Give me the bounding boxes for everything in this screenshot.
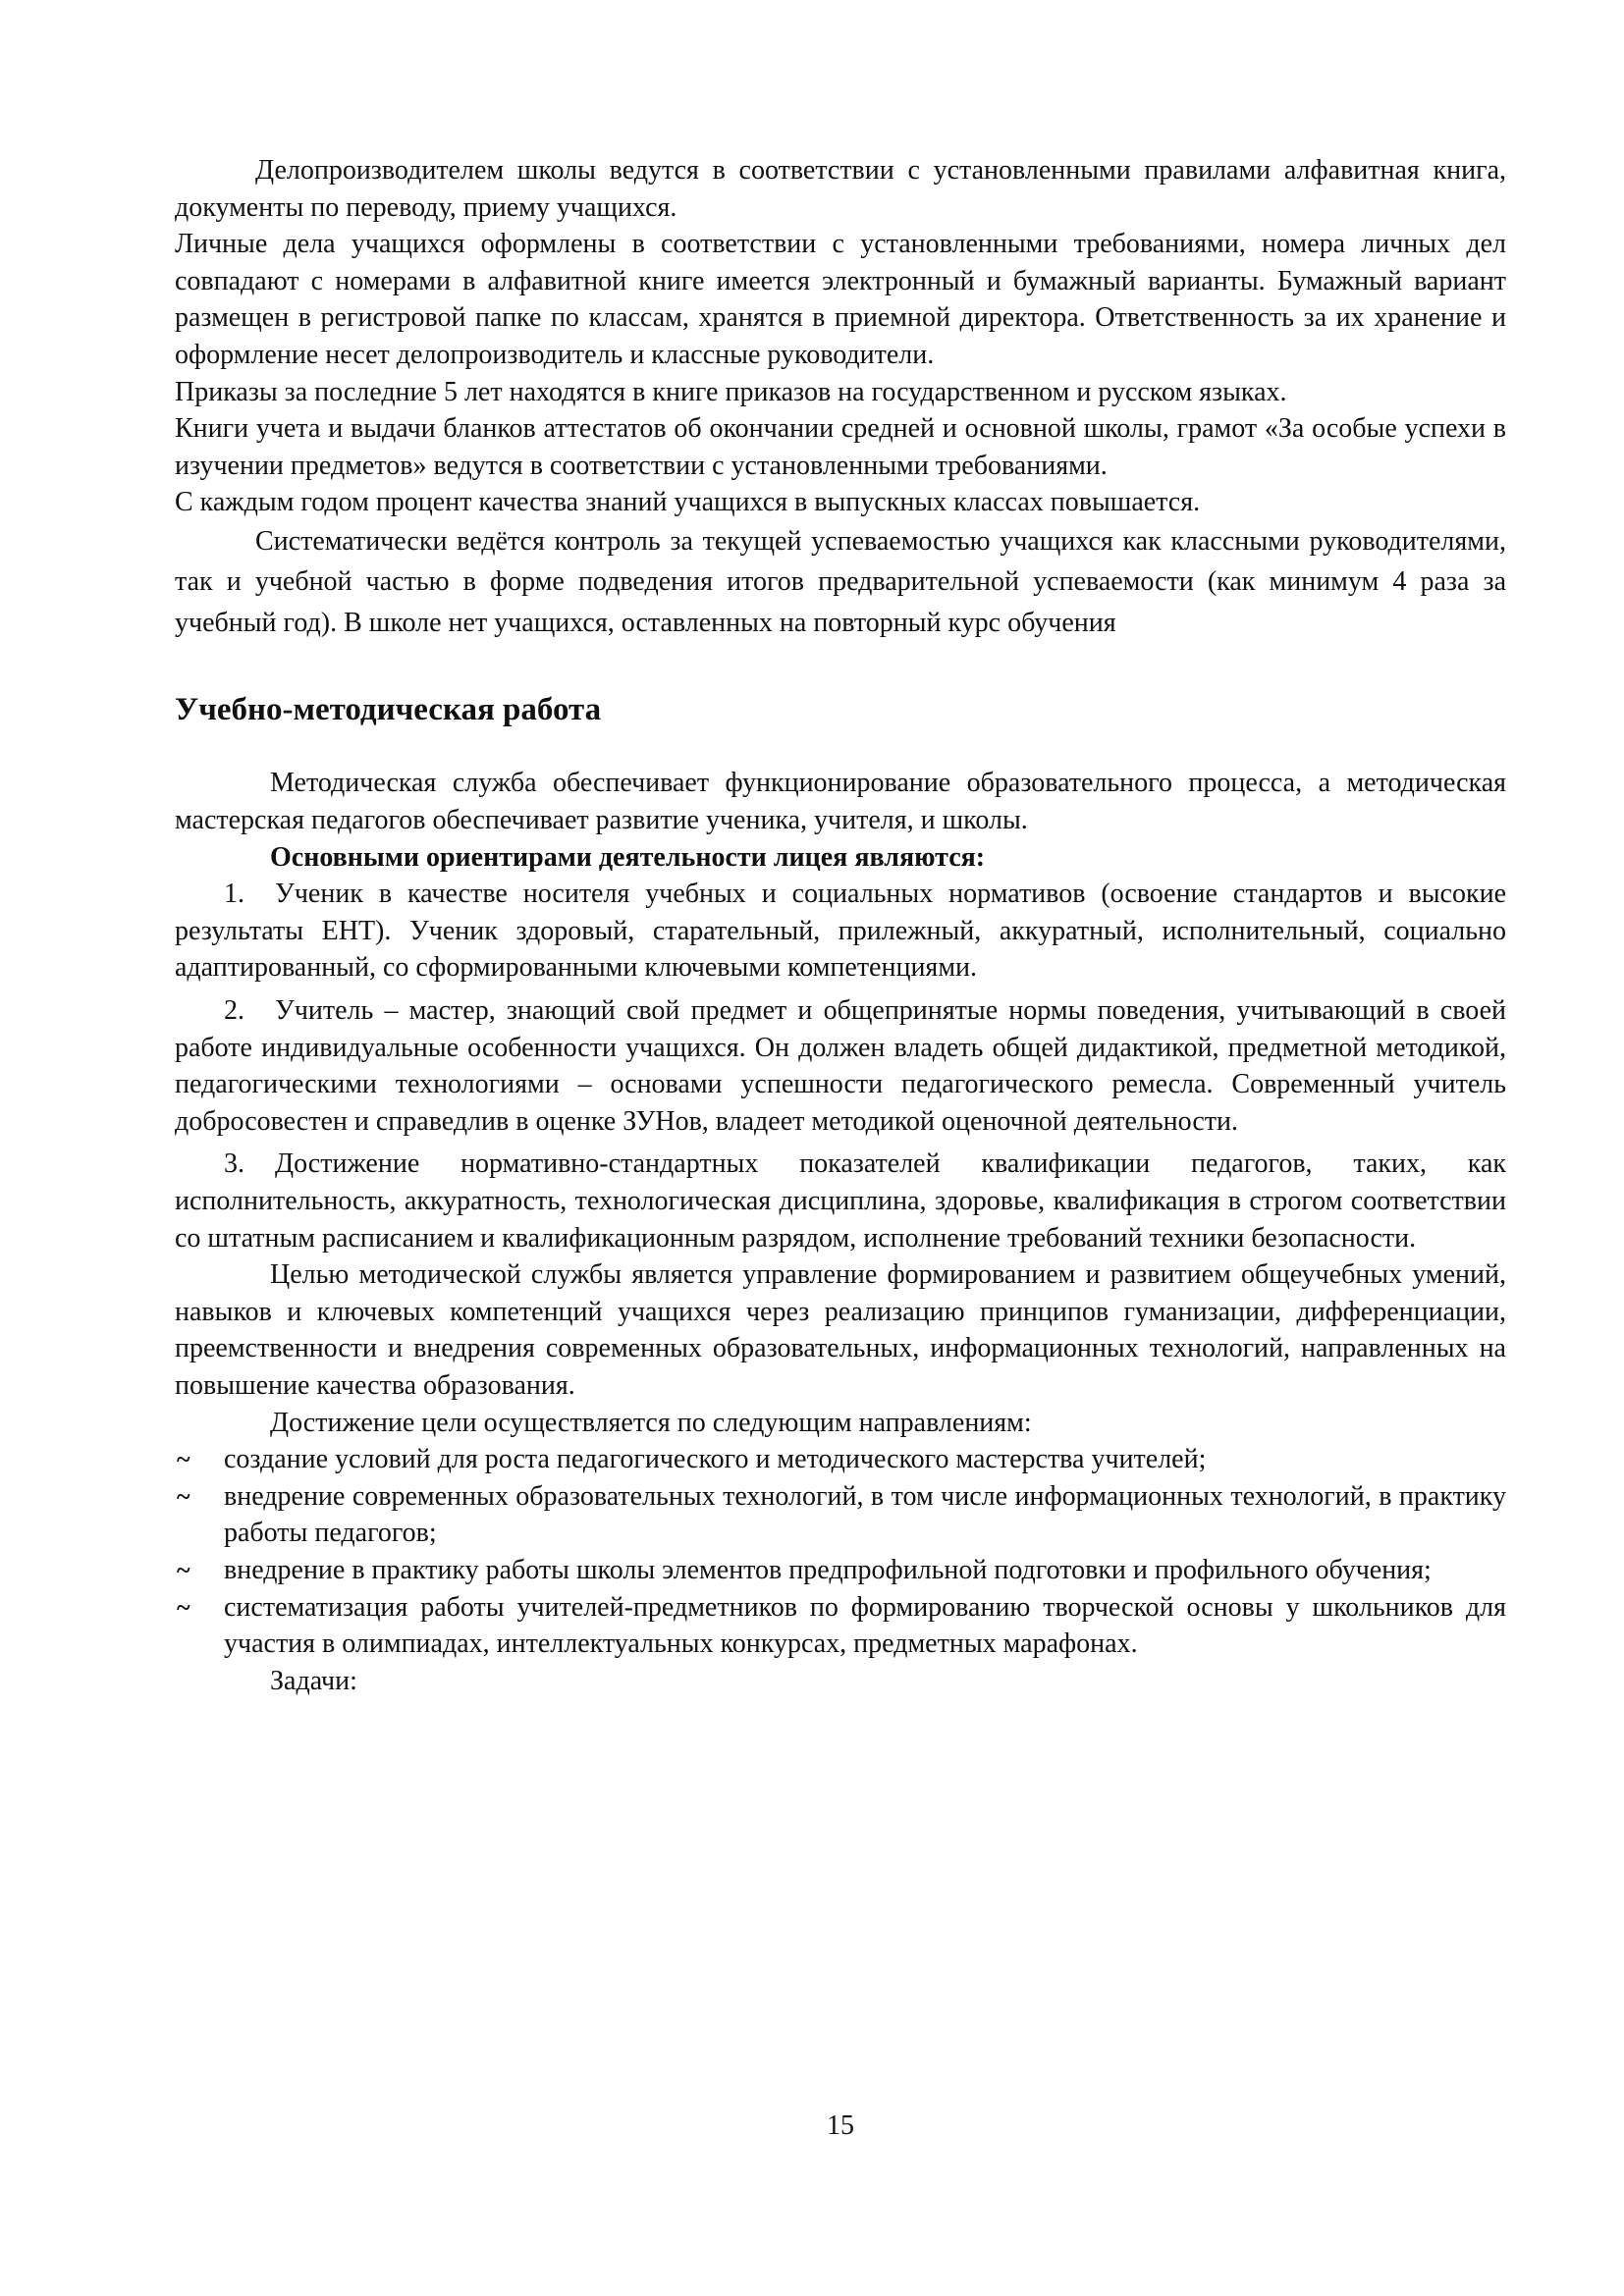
tilde-bullet-icon: ~ (177, 1481, 190, 1511)
orientirs-list (175, 876, 1506, 1256)
paragraph-records: Делопроизводителем школы ведутся в соответствии с установленными правилами алфавитная книга, документы по переводу, приему учащихся. (175, 155, 1506, 223)
list-item (175, 876, 1506, 987)
list-number: 2. (224, 995, 244, 1026)
list-item (175, 1552, 1506, 1589)
document-page (175, 152, 1506, 1699)
paragraph-orders: Приказы за последние 5 лет находятся в книге приказов на государственном и русском языках. (175, 376, 1287, 407)
list-number: 1. (224, 879, 244, 910)
tasks-title: Задачи: (270, 1665, 357, 1696)
tilde-bullet-icon: ~ (177, 1555, 190, 1584)
list-item (175, 1478, 1506, 1552)
list-item-text: Ученик в качестве носителя учебных и социальных нормативов (освоение стандартов и высокие результаты ЕНТ). Ученик здоровый, старательный, прилежный, аккуратный, исполнительный, социально адаптированный, со сформированными ключевыми компетенциями. (175, 879, 1506, 984)
paragraph-quality: С каждым годом процент качества знаний учащихся в выпускных классах повышается. (175, 487, 1201, 518)
tilde-bullet-icon: ~ (177, 1445, 190, 1474)
directions-title: Достижение цели осуществляется по следующим направлениям: (270, 1407, 1032, 1438)
directions-list (175, 1441, 1506, 1663)
list-number: 3. (224, 1148, 244, 1180)
list-item (175, 1441, 1506, 1478)
list-item-text: Учитель – мастер, знающий свой предмет и общепринятые нормы поведения, учитывающий в своей работе индивидуальные особенности учащихся. Он должен владеть общей дидактикой, предметной методикой, педагогическими технологиями – основами успешности педагогического ремесла. Современный учитель добросовестен и справедлив в оценке ЗУНов, владеет методикой оценочной деятельности. (175, 995, 1506, 1137)
tilde-bullet-icon: ~ (177, 1592, 190, 1622)
list-item-text: внедрение в практику работы школы элементов предпрофильной подготовки и профильного обучения; (224, 1554, 1432, 1585)
paragraph-method-service: Методическая служба обеспечивает функционирование образовательного процесса, а методическая мастерская педагогов обеспечивает развитие ученика, учителя, и школы. (175, 768, 1506, 836)
list-item (175, 1589, 1506, 1663)
paragraph-control: Систематически ведётся контроль за текущей успеваемостью учащихся как классными руководителями, так и учебной частью в форме подведения итогов предварительной успеваемости (как минимум 4 раза за учебный год). В школе нет учащихся, оставленных на повторный курс обучения (175, 525, 1506, 638)
list-item-text: внедрение современных образовательных технологий, в том числе информационных технологий, в практику работы педагогов; (224, 1480, 1506, 1549)
list-item (175, 1146, 1506, 1256)
list-item (175, 992, 1506, 1140)
orientirs-title: Основными ориентирами деятельности лицея являются: (270, 841, 986, 873)
list-item-text: Достижение нормативно-стандартных показателей квалификации педагогов, таких, как исполнительность, аккуратность, технологическая дисциплина, здоровье, квалификация в строгом соответствии со штатным расписанием и квалификационным разрядом, исполнение требований техники безопасности. (175, 1148, 1506, 1254)
paragraph-personal-files: Личные дела учащихся оформлены в соответствии с установленными требованиями, номера личных дел совпадают с номерами в алфавитной книге имеется электронный и бумажный варианты. Бумажный вариант размещен в регистровой папке по классам, хранятся в приемной директора. Ответственность за их хранение и оформление несет делопроизводитель и классные руководители. (175, 229, 1506, 370)
list-item-text: создание условий для роста педагогического и методического мастерства учителей; (224, 1444, 1207, 1475)
section-heading: Учебно-методическая работа (175, 692, 602, 728)
list-item-text: систематизация работы учителей-предметников по формированию творческой основы у школьников для участия в олимпиадах, интеллектуальных конкурсах, предметных марафонах. (224, 1591, 1506, 1660)
page-number: 15 (827, 2110, 854, 2141)
paragraph-certificates: Книги учета и выдачи бланков аттестатов об окончании средней и основной школы, грамот «За особые успехи в изучении предметов» ведутся в соответствии с установленными требованиями. (175, 413, 1506, 481)
paragraph-goal: Целью методической службы является управление формированием и развитием общеучебных умений, навыков и ключевых компетенций учащихся через реализацию принципов гуманизации, дифференциации, преемственности и внедрения современных образовательных, информационных технологий, направленных на повышение качества образования. (175, 1259, 1506, 1401)
